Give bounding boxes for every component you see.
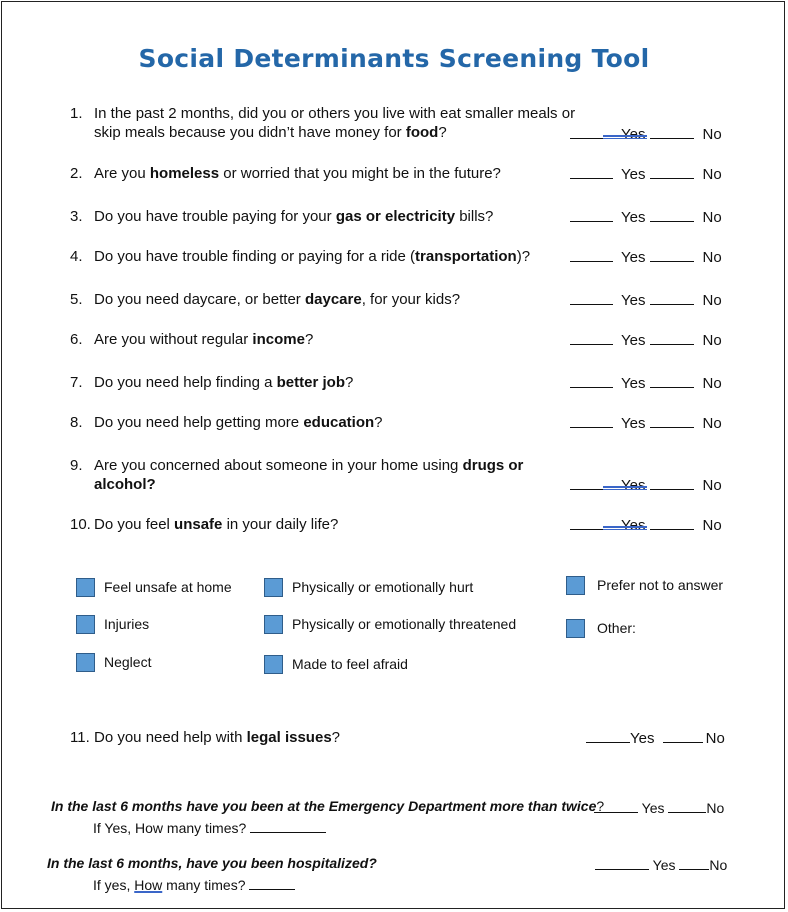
hospitalized-answer: [595, 855, 727, 873]
no-blank[interactable]: [650, 515, 694, 530]
ed-answer: [594, 798, 724, 816]
yes-blank[interactable]: [586, 728, 630, 743]
question-keyword: drugs or alcohol?: [94, 457, 524, 493]
question-keyword: food: [405, 124, 439, 141]
no-blank[interactable]: [650, 247, 694, 262]
answer-4: [570, 247, 722, 266]
yes-blank[interactable]: [570, 330, 613, 345]
checkbox[interactable]: [264, 615, 283, 634]
no-label: No: [702, 375, 722, 392]
hospitalized-question: In the last 6 months, have you been hospitalized?: [47, 855, 377, 871]
answer-1: [570, 124, 722, 143]
answer-2: [570, 164, 722, 183]
question-keyword: legal issues: [246, 729, 332, 746]
yes-blank[interactable]: [570, 413, 613, 428]
question-number: 4.: [70, 248, 83, 265]
yes-mark: [603, 526, 647, 528]
no-blank[interactable]: [650, 330, 694, 345]
yes-blank[interactable]: [570, 247, 613, 262]
yes-mark: [603, 486, 647, 488]
checkbox[interactable]: [566, 576, 585, 595]
yes-mark: [603, 138, 647, 139]
checkbox-label: Injuries: [104, 616, 150, 632]
yes-blank[interactable]: [595, 855, 649, 870]
page-title: Social Determinants Screening Tool: [138, 44, 650, 73]
checkbox-label: Physically or emotionally hurt: [292, 579, 474, 595]
question-text: Are you concerned about someone in your home using: [94, 457, 463, 474]
checkbox[interactable]: [76, 615, 95, 634]
no-label: No: [706, 800, 725, 816]
answer-9: [570, 475, 722, 494]
no-blank[interactable]: [650, 413, 694, 428]
question-number: 8.: [70, 414, 83, 431]
yes-mark: [603, 489, 647, 490]
no-blank[interactable]: [650, 124, 694, 139]
checkbox[interactable]: [76, 653, 95, 672]
hospitalized-followup: If yes, How many times?: [93, 875, 295, 893]
yes-label: Yes: [621, 249, 646, 266]
checkbox[interactable]: [76, 578, 95, 597]
yes-label: Yes: [621, 166, 646, 183]
question-number: 10.: [70, 516, 91, 533]
no-blank[interactable]: [650, 207, 694, 222]
no-blank[interactable]: [650, 290, 694, 305]
no-label: No: [702, 517, 722, 534]
yes-label: Yes: [621, 415, 646, 432]
question-number: 5.: [70, 291, 83, 308]
no-blank[interactable]: [650, 373, 694, 388]
no-label: No: [702, 126, 722, 143]
question-text: Do you feel: [94, 516, 175, 533]
yes-mark: [603, 529, 647, 530]
no-blank[interactable]: [679, 855, 709, 870]
yes-label: Yes: [621, 332, 646, 349]
question-keyword: education: [303, 414, 375, 431]
no-label: No: [709, 857, 728, 873]
yes-label: Yes: [630, 730, 655, 747]
checkbox-label: Feel unsafe at home: [104, 579, 232, 595]
answer-6: [570, 330, 722, 349]
question-number: 3.: [70, 208, 83, 225]
question-text: In the past 2 months, did you or others you live with eat smaller meals or skip meals because you didn’t have money for: [94, 105, 576, 141]
answer-10: [570, 515, 722, 534]
checkbox-label: Prefer not to answer: [597, 577, 724, 593]
question-text: Do you need help with: [94, 729, 247, 746]
answer-7: [570, 373, 722, 392]
question-keyword: daycare: [304, 291, 362, 308]
question-number: 2.: [70, 165, 83, 182]
yes-blank[interactable]: [594, 798, 638, 813]
yes-label: Yes: [652, 857, 676, 873]
ed-followup: If Yes, How many times?: [93, 818, 326, 836]
yes-label: Yes: [621, 375, 646, 392]
checkbox-label: Other:: [597, 620, 636, 636]
question-keyword: unsafe: [174, 516, 223, 533]
yes-blank[interactable]: [570, 207, 613, 222]
q11-answer: [586, 728, 725, 747]
question-number: 7.: [70, 374, 83, 391]
checkbox-label: Physically or emotionally threatened: [292, 616, 517, 632]
question-keyword: income: [252, 331, 305, 348]
yes-label: Yes: [621, 126, 646, 143]
question-keyword: homeless: [149, 165, 220, 182]
no-blank[interactable]: [663, 728, 703, 743]
no-blank[interactable]: [650, 475, 694, 490]
question-number: 1.: [70, 105, 83, 122]
question-keyword: transportation: [415, 248, 517, 265]
no-label: No: [702, 332, 722, 349]
question-text: Do you have trouble paying for your: [94, 208, 336, 225]
times-blank[interactable]: [249, 875, 295, 890]
checkbox-label: Made to feel afraid: [292, 656, 408, 672]
yes-blank[interactable]: [570, 164, 613, 179]
checkbox[interactable]: [566, 619, 585, 638]
yes-mark: [603, 135, 647, 137]
yes-label: Yes: [641, 800, 665, 816]
question-text: Are you without regular: [94, 331, 253, 348]
no-label: No: [705, 730, 725, 747]
yes-blank[interactable]: [570, 290, 613, 305]
no-label: No: [702, 292, 722, 309]
answer-5: [570, 290, 722, 309]
checkbox-label: Neglect: [104, 654, 152, 670]
question-text: Do you need help getting more: [94, 414, 304, 431]
question-text: Do you have trouble finding or paying for a ride (: [94, 248, 416, 265]
no-label: No: [702, 477, 722, 494]
question-number: 9.: [70, 457, 83, 474]
question-number: 6.: [70, 331, 83, 348]
answer-8: [570, 413, 722, 432]
yes-label: Yes: [621, 517, 646, 534]
times-blank[interactable]: [250, 818, 326, 833]
question-number: 11.: [70, 729, 90, 746]
yes-label: Yes: [621, 209, 646, 226]
no-label: No: [702, 166, 722, 183]
checkbox[interactable]: [264, 578, 283, 597]
yes-blank[interactable]: [570, 373, 613, 388]
ed-visits-question: In the last 6 months have you been at the Emergency Department more than twice?: [51, 798, 605, 814]
question-keyword: better job: [276, 374, 345, 391]
answer-3: [570, 207, 722, 226]
no-blank[interactable]: [668, 798, 706, 813]
yes-label: Yes: [621, 292, 646, 309]
checkbox[interactable]: [264, 655, 283, 674]
question-text: Do you need help finding a: [94, 374, 277, 391]
yes-label: Yes: [621, 477, 646, 494]
no-label: No: [702, 415, 722, 432]
no-label: No: [702, 249, 722, 266]
question-keyword: gas or electricity: [335, 208, 456, 225]
question-text: Are you: [94, 165, 150, 182]
no-label: No: [702, 209, 722, 226]
question-text: Do you need daycare, or better: [94, 291, 305, 308]
no-blank[interactable]: [650, 164, 694, 179]
